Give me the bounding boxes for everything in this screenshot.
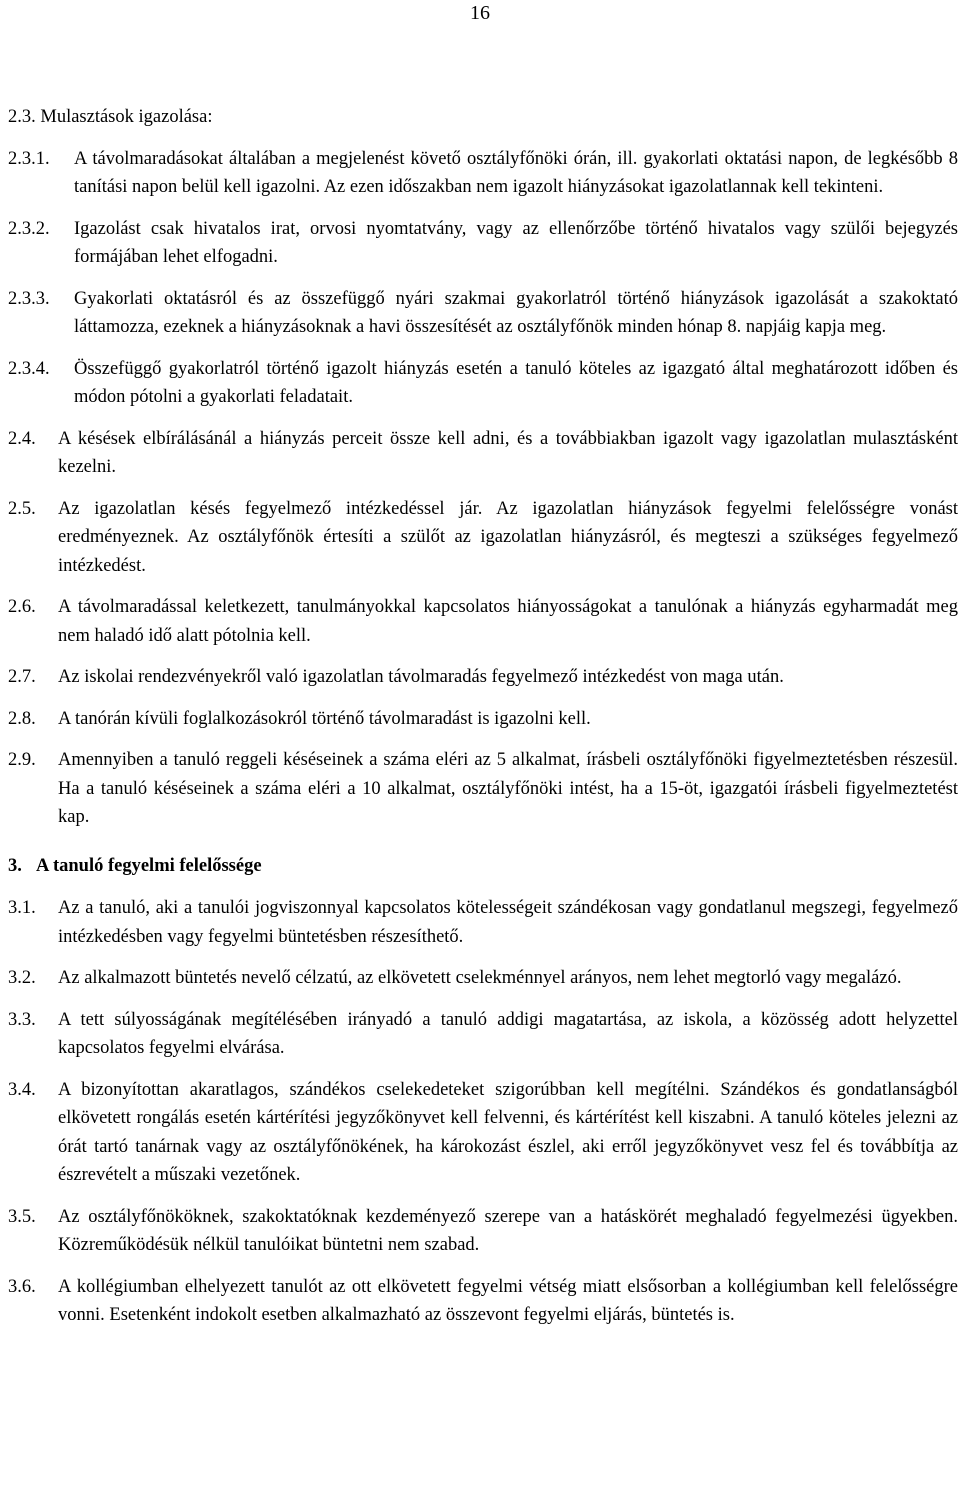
paragraph-text: Az a tanuló, aki a tanulói jogviszonnyal kapcsolatos kötelességeit szándékosan vagy gondatlanul megszegi, fegyelmező intézkedésben vagy fegyelmi büntetésben részesíthető. [58, 898, 958, 947]
paragraph-number: 3.4. [8, 1079, 36, 1100]
section-title: A tanuló fegyelmi felelőssége [36, 855, 262, 876]
section-heading-2-3 [8, 103, 958, 132]
paragraph-number: 3.3. [8, 1009, 36, 1030]
paragraph-2-3-4 [8, 355, 958, 412]
paragraph-3-1 [8, 894, 958, 951]
paragraph-3-2 [8, 964, 958, 993]
paragraph-text: Az igazolatlan késés fegyelmező intézkedéssel jár. Az igazolatlan hiányzások fegyelmi felelősségre vonást eredményeznek. Az osztályfőnök értesíti a szülőt az igazolatlan hiányzásról, és megteszi a szükséges fegyelmező intézkedést. [58, 498, 958, 576]
section-title: Mulasztások igazolása: [40, 107, 213, 127]
paragraph-2-6 [8, 593, 958, 650]
document-body [8, 103, 958, 1343]
paragraph-2-3-3 [8, 285, 958, 342]
paragraph-2-8 [8, 705, 958, 734]
page-number: 16 [470, 2, 490, 24]
paragraph-text: Amennyiben a tanuló reggeli késéseinek a száma eléri az 5 alkalmat, írásbeli osztályfőnöki figyelmeztetésben részesül. Ha a tanuló késéseinek a száma eléri a 10 alkalmat, osztályfőnöki intést, ha a 15-öt, igazgatói írásbeli figyelmeztetést kap. [58, 750, 958, 827]
paragraph-text: Az alkalmazott büntetés nevelő célzatú, az elkövetett cselekménnyel arányos, nem lehet megtorló vagy megalázó. [58, 968, 902, 988]
paragraph-number: 2.3.1. [8, 148, 50, 169]
paragraph-number: 2.3.4. [8, 358, 50, 379]
section-number: 3. [8, 855, 22, 876]
paragraph-number: 3.1. [8, 898, 36, 918]
paragraph-2-3-2 [8, 215, 958, 272]
paragraph-2-7 [8, 663, 958, 692]
paragraph-number: 2.7. [8, 667, 36, 687]
paragraph-text: A bizonyítottan akaratlagos, szándékos cselekedeteket szigorúbban kell megítélni. Szándékos és gondatlanságból elkövetett rongálás esetén kártérítési jegyzőkönyvet kell felvenni, és kártérítést kell kiszabni. A tanuló köteles jelezni az órát tartó tanárnak vagy az osztályfőnökének, ha károkozást észlel, aki erről jegyzőkönyvet vesz fel és továbbítja az észrevételt a műszaki vezetőnek. [58, 1079, 958, 1185]
paragraph-2-9 [8, 746, 958, 832]
paragraph-number: 3.5. [8, 1206, 36, 1227]
paragraph-text: A távolmaradással keletkezett, tanulmányokkal kapcsolatos hiányosságokat a tanulónak a hiányzás egyharmadát meg nem haladó idő alatt pótolnia kell. [58, 597, 958, 646]
paragraph-number: 2.9. [8, 750, 36, 770]
paragraph-number: 2.3.3. [8, 288, 50, 309]
paragraph-number: 2.5. [8, 498, 36, 519]
section-number: 2.3. [8, 107, 36, 127]
paragraph-number: 3.6. [8, 1276, 36, 1297]
paragraph-2-5 [8, 495, 958, 581]
paragraph-number: 2.4. [8, 428, 36, 449]
paragraph-text: A távolmaradásokat általában a megjelenést követő osztályfőnöki órán, ill. gyakorlati oktatási napon, de legkésőbb 8 tanítási napon belül kell igazolni. Az ezen időszakban nem igazolt hiányzásokat igazolatlannak kell tekinteni. [74, 148, 958, 197]
paragraph-text: A késések elbírálásánál a hiányzás perceit össze kell adni, és a továbbiakban igazolt vagy igazolatlan mulasztásként kezelni. [58, 428, 958, 477]
paragraph-text: Igazolást csak hivatalos irat, orvosi nyomtatvány, vagy az ellenőrzőbe történő hivatalos vagy szülői bejegyzés formájában lehet elfogadni. [74, 218, 958, 267]
paragraph-2-3-1 [8, 145, 958, 202]
paragraph-number: 2.3.2. [8, 218, 50, 239]
paragraph-3-4 [8, 1076, 958, 1190]
paragraph-number: 2.6. [8, 597, 36, 617]
paragraph-number: 2.8. [8, 708, 36, 729]
section-heading-3 [8, 852, 958, 881]
paragraph-text: Az iskolai rendezvényekről való igazolatlan távolmaradás fegyelmező intézkedést von maga után. [58, 667, 784, 687]
paragraph-text: Gyakorlati oktatásról és az összefüggő nyári szakmai gyakorlatról történő hiányzások igazolását a szakoktató láttamozza, ezeknek a hiányzásoknak a havi összesítését az osztályfőnök minden hónap 8. napjáig kapja meg. [74, 288, 958, 337]
paragraph-text: A tett súlyosságának megítélésében irányadó a tanuló addigi magatartása, az iskola, a közösség adott helyzettel kapcsolatos fegyelmi elvárása. [58, 1009, 958, 1058]
paragraph-2-4 [8, 425, 958, 482]
paragraph-3-3 [8, 1006, 958, 1063]
paragraph-3-5 [8, 1203, 958, 1260]
paragraph-text: A tanórán kívüli foglalkozásokról történő távolmaradást is igazolni kell. [58, 708, 591, 729]
paragraph-3-6 [8, 1273, 958, 1330]
paragraph-number: 3.2. [8, 968, 36, 988]
paragraph-text: A kollégiumban elhelyezett tanulót az ott elkövetett fegyelmi vétség miatt elsősorban a kollégiumban kell felelősségre vonni. Esetenként indokolt esetben alkalmazható az összevont fegyelmi eljárás, büntetés is. [58, 1276, 958, 1325]
paragraph-text: Az osztályfőnököknek, szakoktatóknak kezdeményező szerepe van a hatáskörét meghaladó fegyelmezési ügyekben. Közreműködésük nélkül tanulóikat büntetni nem szabad. [58, 1206, 958, 1255]
paragraph-text: Összefüggő gyakorlatról történő igazolt hiányzás esetén a tanuló köteles az igazgató által meghatározott időben és módon pótolni a gyakorlati feladatait. [74, 358, 958, 407]
